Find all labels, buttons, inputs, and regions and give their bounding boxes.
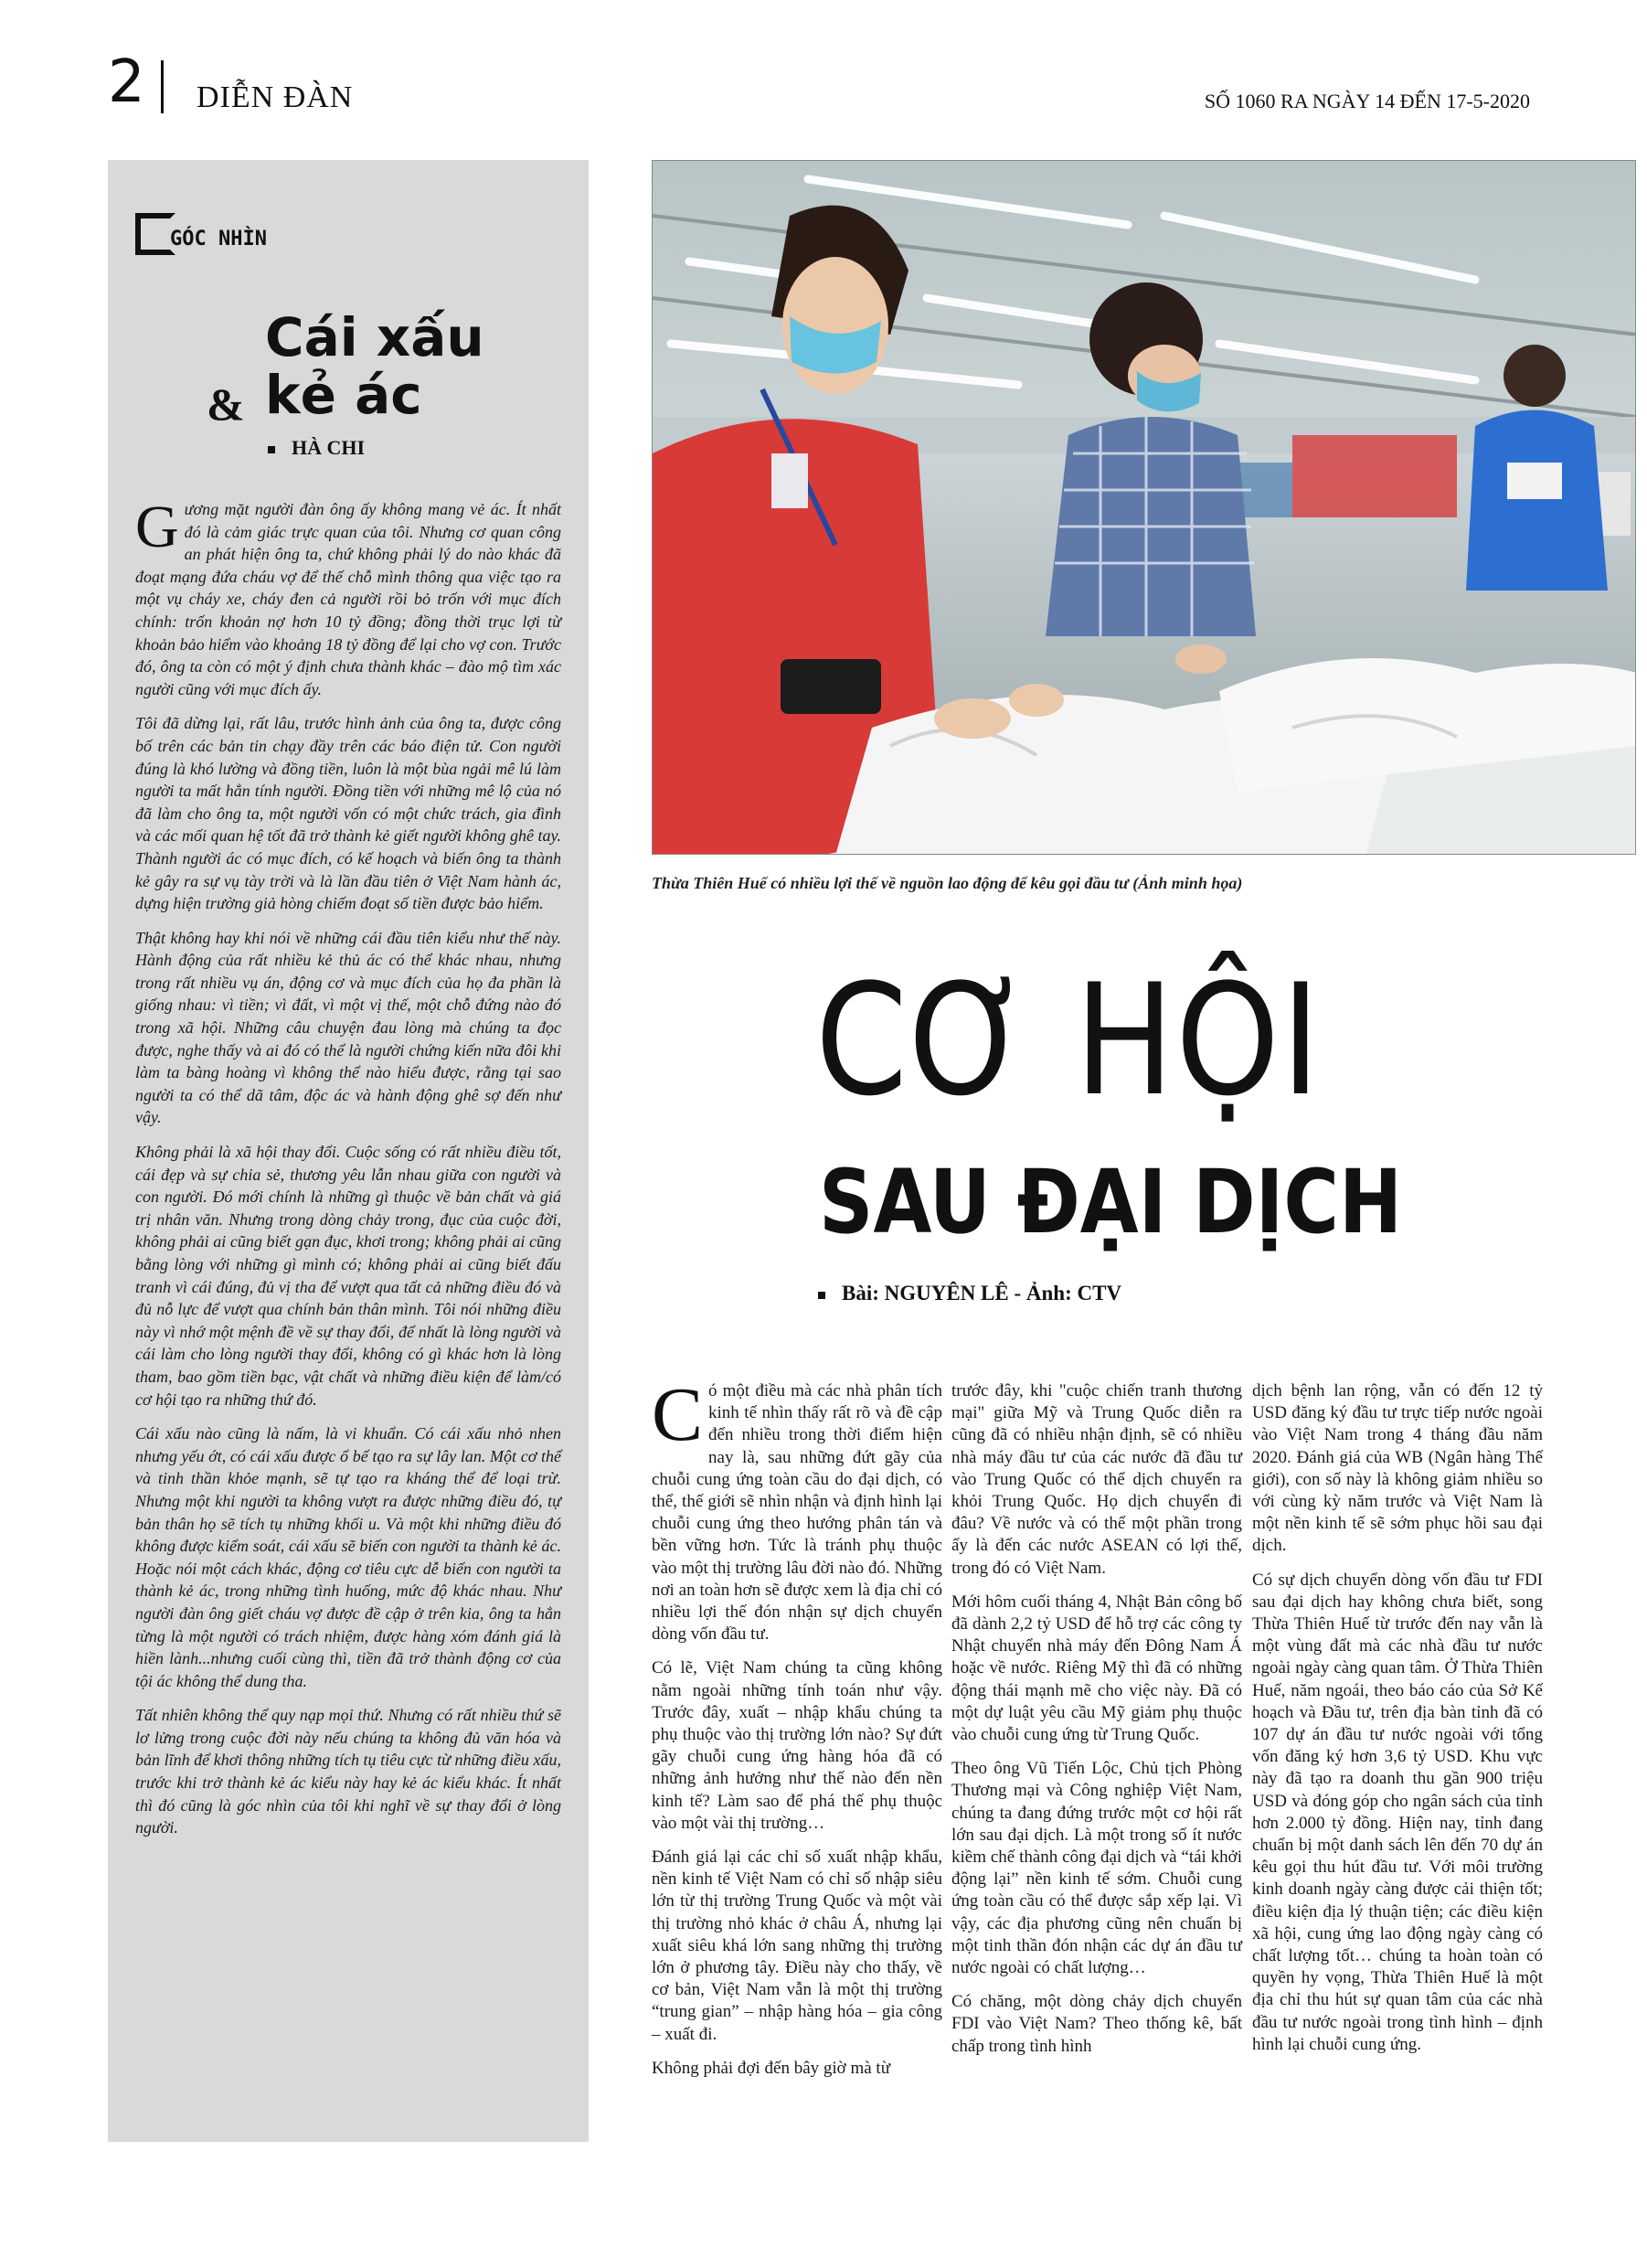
article-first-paragraph: ó một điều mà các nhà phân tích kinh tế nhìn thấy rất rõ và đề cập đến nhiều trong thời điểm hiện nay là, sau những đứt gãy của chuỗi cung ứng toàn cầu do đại dịch, có thể, thế giới sẽ nhìn nhận và định hình lại chuỗi cung ứng theo hướng phân tán và bền vững hơn. Tức là tránh phụ thuộc vào một thị trường lâu đời nào đó. Những nơi an toàn hơn sẽ được xem là địa chỉ có nhiều lợi thế đón nhận sự dịch chuyển dòng vốn đầu tư.: [652, 1381, 942, 1645]
opinion-paragraph: Không phải là xã hội thay đổi. Cuộc sống có rất nhiều điều tốt, cái đẹp và sự chia sẻ, thương yêu lẫn nhau giữa con người và con người. Đó mới chính là những gì thuộc về bản chất và giá trị nhân văn. Nhưng trong dòng chảy trong, đục của cuộc đời, không phải ai cũng biết gạn đục, khơi trong; không phải ai cũng bằng lòng với những gì mình có; không phải ai cũng biết đấu tranh vì cái đúng, đủ vị tha để vượt qua tất cả những điều đó và đủ nỗ lực để vượt qua chính bản thân mình. Tôi nói những điều này vì nhớ một mệnh đề về sự thay đổi, để nhất là lòng người và cái làm cho lòng người thay đổi, không có gì khác hơn là lòng tham, bao gồm tiền bạc, vật chất và những điều kiện để làm/có cơ hội tạo ra những thứ đó.: [135, 1143, 561, 1409]
article-paragraph: Theo ông Vũ Tiến Lộc, Chủ tịch Phòng Thương mại và Công nghiệp Việt Nam, chúng ta đang đứng trước một cơ hội rất lớn sau đại dịch. Là một trong số ít nước kiềm chế thành công đại dịch và “tái khởi động lại” nền kinh tế sớm. Chuỗi cung ứng toàn cầu có thể được sắp xếp lại. Vì vậy, các địa phương cũng nên chuẩn bị một tinh thần đón nhận các dự án đầu tư nước ngoài có chất lượng…: [951, 1759, 1242, 1978]
photo-caption: Thừa Thiên Huế có nhiều lợi thế về nguồn lao động để kêu gọi đầu tư (Ảnh minh họa): [652, 874, 1243, 892]
article-column-3: [1252, 1380, 1543, 2068]
article-paragraph: [652, 1372, 942, 1645]
opinion-paragraph: [135, 494, 561, 700]
byline-text: Bài: NGUYÊN LÊ - Ảnh: CTV: [842, 1282, 1122, 1304]
opinion-paragraph: Thật không hay khi nói về những cái đầu tiên kiểu như thế này. Hành động của rất nhiều kẻ thủ ác có thể khác nhau, nhưng trong rất nhiều vụ án, động cơ và mục đích của họ đa phần là giống nhau: vì tiền; vì đất, vì một vị thế, một chỗ đứng nào đó trong xã hội. Những câu chuyện đau lòng mà chúng ta đọc được, nghe thấy và ai đó có thể là người chứng kiến nữa đôi khi làm ta bàng hoàng vì không thể nào hiểu được, rằng tại sao người ta có thể dã tâm, độc ác và hành động ghê sợ đến như vậy.: [135, 928, 561, 1127]
opinion-paragraph: Cái xấu nào cũng là nấm, là vi khuẩn. Có cái xấu nhỏ nhen nhưng yếu ớt, có cái xấu được ổ bế tạo ra sự lây lan. Một cơ thể và tinh thần khỏe mạnh, sẽ tự tạo ra kháng thể để loại trừ. Nhưng một khi người ta không vượt ra được những điều đó, tự bản thân họ sẽ tích tụ những khối u. Và một khi những điều đó không được kiểm soát, cái xấu sẽ biến con người ta thành kẻ ác. Hoặc nói một cách khác, động cơ tiêu cực dễ biến con người ta thành kẻ ác, trong những tình huống, mức độ khác nhau. Như người đàn ông giết cháu vợ được đề cập ở trên kia, ông ta hẳn từng là một người có trách nhiệm, được hàng xóm đánh giá là hiền lành...nhưng cuối cùng thì, tiền đã trở thành động cơ của tội ác không thể dung tha.: [135, 1424, 561, 1690]
opinion-paragraph: Tôi đã dừng lại, rất lâu, trước hình ảnh của ông ta, được công bố trên các bản tin chạy đầy trên các báo điện tử. Con người đúng là khó lường và đồng tiền, luôn là một bùa ngải mê lú làm người ta mất hẳn tính người. Đồng tiền với những mê lộ của nó đã làm cho ông ta, một người vốn có một chức trách, gia đình và các mối quan hệ tốt đã trở thành kẻ giết người không ghê tay. Thành người ác có mục đích, có kế hoạch và biến ông ta thành kẻ gây ra sự vụ tày trời và là lần đầu tiên ở Việt Nam hành ác, dựng hiện trường giả hòng chiếm đoạt số tiền được bảo hiểm.: [135, 714, 561, 913]
article-byline: [818, 1282, 1121, 1305]
article-paragraph: Có lẽ, Việt Nam chúng ta cũng không nằm ngoài những tính toán như vậy. Trước đây, xuất – nhập khẩu chúng ta phụ thuộc vào thị trường lớn nào? Sự đứt gãy chuỗi cung ứng hàng hóa đã có những ảnh hưởng như thế nào đến nền kinh tế? Làm sao để phá thế phụ thuộc vào một vài thị trường…: [652, 1658, 942, 1833]
opinion-title-line1: Cái xấu: [265, 306, 484, 368]
article-paragraph: Có chăng, một dòng chảy dịch chuyển FDI vào Việt Nam? Theo thống kê, bất chấp trong tình hình: [951, 1992, 1242, 2056]
article-dropcap: C: [652, 1372, 704, 1457]
bullet-square: [268, 446, 275, 453]
article-subheadline: SAU ĐẠI DỊCH: [819, 1151, 1403, 1253]
factory-workers-illustration: [653, 161, 1636, 855]
opinion-title-line2: kẻ ác: [265, 364, 422, 426]
opinion-author: [268, 436, 365, 460]
article-paragraph: Không phải đợi đến bây giờ mà từ: [652, 2058, 890, 2078]
article-column-2: [951, 1380, 1242, 2070]
section-title: DIỄN ĐÀN: [197, 80, 354, 114]
article-photo: [652, 160, 1636, 855]
article-paragraph: Mới hôm cuối tháng 4, Nhật Bản công bố đã dành 2,2 tỷ USD để hỗ trợ các công ty Nhật chuyển nhà máy đến Đông Nam Á hoặc về nước. Riêng Mỹ thì đã có những động thái mạnh mẽ cho việc này. Đã có một dự luật yêu cầu Mỹ giảm phụ thuộc vào chuỗi cung ứng từ Trung Quốc.: [951, 1592, 1242, 1745]
article-paragraph: Đánh giá lại các chỉ số xuất nhập khẩu, nền kinh tế Việt Nam có chỉ số nhập siêu lớn từ thị trường Trung Quốc và một vài thị trường nhỏ khác ở châu Á, nhưng lại xuất siêu khá lớn sang những thị trường lớn ở phương tây. Điều này cho thấy, về cơ bản, Việt Nam vẫn là một thị trường “trung gian” – nhập hàng hóa – gia công – xuất đi.: [652, 1847, 942, 2044]
header-divider: [161, 60, 164, 113]
article-paragraph: dịch bệnh lan rộng, vẫn có đến 12 tỷ USD đăng ký đầu tư trực tiếp nước ngoài vào Việt Nam trong 4 tháng đầu năm 2020. Đánh giá của WB (Ngân hàng Thế giới), con số này là không giảm nhiều so với cùng kỳ năm trước và Việt Nam là một nền kinh tế sẽ sớm phục hồi sau đại dịch.: [1252, 1381, 1543, 1556]
page-number: 2: [108, 48, 145, 116]
issue-date: SỐ 1060 RA NGÀY 14 ĐẾN 17-5-2020: [1204, 90, 1530, 112]
opinion-paragraph: Tất nhiên không thể quy nạp mọi thứ. Nhưng có rất nhiều thứ sẽ lơ lửng trong cuộc đời này nếu chúng ta không đủ văn hóa và bản lĩnh để khơi thông những tích tụ tiêu cực từ những điều xấu, trước khi trở thành kẻ ác kiểu này hay kẻ ác kiểu khác. Ít nhất thì đó cũng là góc nhìn của tôi khi nghĩ về sự thay đổi ở lòng người.: [135, 1706, 561, 1837]
article-column-1: [652, 1372, 942, 2092]
opinion-first-paragraph: ương mặt người đàn ông ấy không mang vẻ ác. Ít nhất đó là cảm giác trực quan của tôi. Nhưng cơ quan công an phát hiện ông ta, chứ không phải lý do nào khác đã đoạt mạng đứa cháu vợ để thế chỗ mình thông qua việc tạo ra một vụ cháy xe, cháy đen cả người rồi bỏ trốn với mục đích chính: trốn khoản nợ hơn 10 tỷ đồng; đồng thời trục lợi từ khoản bảo hiểm vào khoảng 18 tỷ đồng để lại cho vợ con. Trước đó, ông ta còn có một ý định chưa thành khác – đào mộ tìm xác người cũng với mục đích ấy.: [135, 500, 561, 698]
opinion-sidebar: [108, 160, 589, 2142]
bullet-square: [818, 1292, 825, 1299]
article-headline: CƠ HỘI: [815, 951, 1323, 1130]
opinion-author-name: HÀ CHI: [292, 436, 366, 459]
article-paragraph: trước đây, khi "cuộc chiến tranh thương mại" giữa Mỹ và Trung Quốc diễn ra cũng đã có nhiều nhận định, sẽ có nhiều nhà máy đầu tư của các nước đã đầu tư vào Trung Quốc có thể dịch chuyển ra khỏi Trung Quốc. Họ dịch chuyển đi đâu? Về nước và có thể một phần trong ấy là đến các nước ASEAN có lợi thế, trong đó có Việt Nam.: [951, 1381, 1242, 1578]
opinion-dropcap: G: [135, 494, 179, 560]
article-paragraph: Có sự dịch chuyển dòng vốn đầu tư FDI sau đại dịch hay không chưa biết, song Thừa Thiên Huế từ trước đến nay vẫn là một vùng đất mà các nhà đầu tư nước ngoài ngày càng quan tâm. Ở Thừa Thiên Huế, năm ngoái, theo báo cáo của Sở Kế hoạch và Đầu tư, trên địa bàn tỉnh đã có 107 dự án đầu tư nước ngoài với tổng vốn đăng ký hơn 3,6 tỷ USD. Khu vực này đã tạo ra doanh thu gần 900 triệu USD và đóng góp cho ngân sách của tỉnh hơn 2.000 tỷ đồng. Hiện nay, tỉnh đang chuẩn bị một danh sách lên đến 70 dự án kêu gọi thu hút đầu tư. Với môi trường kinh doanh ngày càng được cải thiện tốt; điều kiện địa lý thuận tiện; các điều kiện xã hội, cung ứng lao động ngày càng có chất lượng tốt… chúng ta hoàn toàn có quyền hy vọng, Thừa Thiên Huế là một địa chỉ thu hút sự quan tâm của các nhà đầu tư nước ngoài trong tình hình – định hình lại chuỗi cung ứng.: [1252, 1570, 1543, 2054]
opinion-title-ampersand: &: [207, 378, 245, 430]
opinion-body: [135, 494, 561, 1851]
column-label: GÓC NHÌN: [170, 228, 267, 250]
